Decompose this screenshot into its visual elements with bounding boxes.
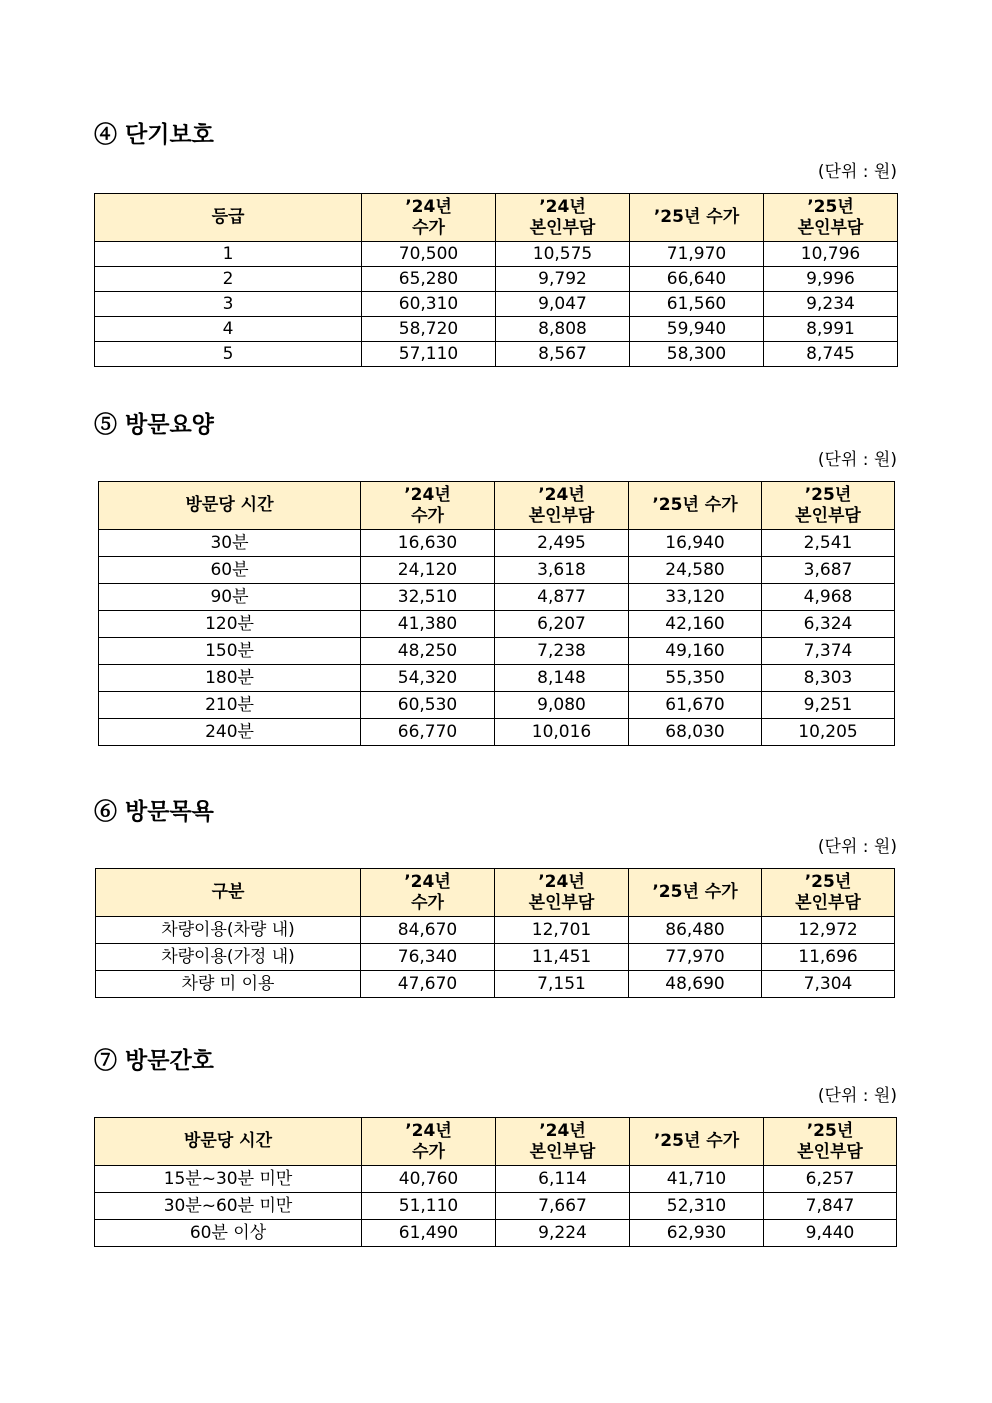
table-row	[99, 638, 895, 665]
copay-2025-cell: 3,687	[762, 557, 895, 584]
row-label-cell: 180분	[99, 665, 361, 692]
row-label-cell: 210분	[99, 692, 361, 719]
copay-2024-cell: 7,238	[495, 638, 629, 665]
row-label-cell: 30분~60분 미만	[95, 1193, 362, 1220]
fee-2024-cell: 57,110	[362, 342, 496, 367]
row-label-cell: 차량이용(차량 내)	[96, 917, 361, 944]
fee-2024-cell: 48,250	[361, 638, 495, 665]
fee-2025-cell: 49,160	[629, 638, 762, 665]
table-row	[99, 584, 895, 611]
section-title-short-term-care: ④ 단기보호	[94, 121, 214, 148]
row-label-cell: 1	[95, 242, 362, 267]
fee-2024-cell: 51,110	[362, 1193, 496, 1220]
row-label-cell: 4	[95, 317, 362, 342]
header-24-copay: ’24년 본인부담	[496, 1118, 630, 1166]
copay-2024-cell: 6,114	[496, 1166, 630, 1193]
table-row	[96, 917, 895, 944]
fee-2025-cell: 61,670	[629, 692, 762, 719]
fee-2025-cell: 55,350	[629, 665, 762, 692]
fee-2025-cell: 77,970	[629, 944, 762, 971]
fee-2024-cell: 54,320	[361, 665, 495, 692]
fee-2025-cell: 62,930	[630, 1220, 764, 1247]
copay-2024-cell: 9,792	[496, 267, 630, 292]
fee-table-home-bathing	[95, 868, 895, 998]
header-25-fee: ’25년 수가	[629, 482, 762, 530]
fee-2024-cell: 60,310	[362, 292, 496, 317]
copay-2024-cell: 12,701	[495, 917, 629, 944]
table-header-row	[96, 869, 895, 917]
fee-table-short-term-care	[94, 193, 898, 367]
table-row	[95, 342, 898, 367]
row-label-cell: 5	[95, 342, 362, 367]
copay-2024-cell: 9,224	[496, 1220, 630, 1247]
table-row	[95, 242, 898, 267]
copay-2025-cell: 2,541	[762, 530, 895, 557]
table-row	[99, 557, 895, 584]
fee-2024-cell: 60,530	[361, 692, 495, 719]
table-row	[95, 1166, 897, 1193]
row-label-cell: 2	[95, 267, 362, 292]
header-24-copay: ’24년 본인부담	[495, 869, 629, 917]
section-title-home-nursing: ⑦ 방문간호	[94, 1047, 214, 1074]
copay-2024-cell: 11,451	[495, 944, 629, 971]
fee-2024-cell: 70,500	[362, 242, 496, 267]
fee-2024-cell: 41,380	[361, 611, 495, 638]
fee-2024-cell: 40,760	[362, 1166, 496, 1193]
fee-2024-cell: 32,510	[361, 584, 495, 611]
copay-2024-cell: 9,047	[496, 292, 630, 317]
copay-2025-cell: 9,234	[764, 292, 898, 317]
fee-2025-cell: 59,940	[630, 317, 764, 342]
header-25-fee: ’25년 수가	[630, 194, 764, 242]
header-25-copay: ’25년 본인부담	[764, 1118, 897, 1166]
fee-table-home-visit-care	[98, 481, 895, 746]
copay-2024-cell: 6,207	[495, 611, 629, 638]
header-25-copay: ’25년 본인부담	[762, 869, 895, 917]
row-label-cell: 120분	[99, 611, 361, 638]
table-header-row	[99, 482, 895, 530]
fee-2025-cell: 33,120	[629, 584, 762, 611]
header-25-copay: ’25년 본인부담	[762, 482, 895, 530]
fee-2024-cell: 65,280	[362, 267, 496, 292]
header-24-fee: ’24년 수가	[362, 194, 496, 242]
copay-2025-cell: 11,696	[762, 944, 895, 971]
table-row	[95, 1220, 897, 1247]
copay-2025-cell: 6,324	[762, 611, 895, 638]
table-row	[96, 971, 895, 998]
header-category: 구분	[96, 869, 361, 917]
fee-2025-cell: 61,560	[630, 292, 764, 317]
copay-2025-cell: 8,303	[762, 665, 895, 692]
unit-label: (단위 : 원)	[817, 1086, 897, 1106]
copay-2025-cell: 12,972	[762, 917, 895, 944]
copay-2025-cell: 9,251	[762, 692, 895, 719]
copay-2025-cell: 7,847	[764, 1193, 897, 1220]
copay-2024-cell: 8,808	[496, 317, 630, 342]
table-body	[96, 917, 895, 998]
table-header-row	[95, 194, 898, 242]
row-label-cell: 30분	[99, 530, 361, 557]
row-label-cell: 차량 미 이용	[96, 971, 361, 998]
fee-2025-cell: 58,300	[630, 342, 764, 367]
header-25-fee: ’25년 수가	[629, 869, 762, 917]
row-label-cell: 240분	[99, 719, 361, 746]
header-24-copay: ’24년 본인부담	[495, 482, 629, 530]
copay-2024-cell: 8,567	[496, 342, 630, 367]
fee-table-home-nursing	[94, 1117, 897, 1247]
fee-2024-cell: 76,340	[361, 944, 495, 971]
table-row	[99, 530, 895, 557]
row-label-cell: 15분~30분 미만	[95, 1166, 362, 1193]
table-row	[99, 665, 895, 692]
copay-2024-cell: 4,877	[495, 584, 629, 611]
fee-2025-cell: 16,940	[629, 530, 762, 557]
fee-2024-cell: 47,670	[361, 971, 495, 998]
table-row	[95, 317, 898, 342]
fee-2025-cell: 68,030	[629, 719, 762, 746]
copay-2025-cell: 7,374	[762, 638, 895, 665]
table-body	[99, 530, 895, 746]
section-title-home-bathing: ⑥ 방문목욕	[94, 798, 214, 825]
header-25-fee: ’25년 수가	[630, 1118, 764, 1166]
header-24-fee: ’24년 수가	[361, 869, 495, 917]
copay-2025-cell: 10,796	[764, 242, 898, 267]
fee-2024-cell: 58,720	[362, 317, 496, 342]
fee-2024-cell: 61,490	[362, 1220, 496, 1247]
fee-2025-cell: 48,690	[629, 971, 762, 998]
table-header-row	[95, 1118, 897, 1166]
table-row	[95, 292, 898, 317]
unit-label: (단위 : 원)	[817, 450, 897, 470]
unit-label: (단위 : 원)	[817, 837, 897, 857]
table-row	[96, 944, 895, 971]
copay-2025-cell: 10,205	[762, 719, 895, 746]
header-visit-time: 방문당 시간	[99, 482, 361, 530]
copay-2025-cell: 4,968	[762, 584, 895, 611]
copay-2025-cell: 9,996	[764, 267, 898, 292]
fee-2024-cell: 24,120	[361, 557, 495, 584]
fee-2024-cell: 16,630	[361, 530, 495, 557]
row-label-cell: 150분	[99, 638, 361, 665]
fee-2024-cell: 84,670	[361, 917, 495, 944]
copay-2024-cell: 9,080	[495, 692, 629, 719]
table-row	[99, 719, 895, 746]
header-24-fee: ’24년 수가	[362, 1118, 496, 1166]
header-24-fee: ’24년 수가	[361, 482, 495, 530]
unit-label: (단위 : 원)	[817, 162, 897, 182]
copay-2024-cell: 3,618	[495, 557, 629, 584]
header-visit-time: 방문당 시간	[95, 1118, 362, 1166]
row-label-cell: 90분	[99, 584, 361, 611]
copay-2025-cell: 8,991	[764, 317, 898, 342]
header-25-copay: ’25년 본인부담	[764, 194, 898, 242]
fee-2024-cell: 66,770	[361, 719, 495, 746]
fee-2025-cell: 42,160	[629, 611, 762, 638]
fee-2025-cell: 24,580	[629, 557, 762, 584]
copay-2025-cell: 7,304	[762, 971, 895, 998]
copay-2024-cell: 10,575	[496, 242, 630, 267]
fee-2025-cell: 52,310	[630, 1193, 764, 1220]
row-label-cell: 60분 이상	[95, 1220, 362, 1247]
copay-2024-cell: 8,148	[495, 665, 629, 692]
copay-2025-cell: 8,745	[764, 342, 898, 367]
row-label-cell: 차량이용(가정 내)	[96, 944, 361, 971]
table-row	[99, 611, 895, 638]
copay-2024-cell: 7,667	[496, 1193, 630, 1220]
fee-2025-cell: 86,480	[629, 917, 762, 944]
section-title-home-visit-care: ⑤ 방문요양	[94, 411, 214, 438]
table-row	[99, 692, 895, 719]
fee-2025-cell: 71,970	[630, 242, 764, 267]
table-body	[95, 1166, 897, 1247]
copay-2025-cell: 9,440	[764, 1220, 897, 1247]
header-grade: 등급	[95, 194, 362, 242]
fee-2025-cell: 41,710	[630, 1166, 764, 1193]
row-label-cell: 3	[95, 292, 362, 317]
fee-2025-cell: 66,640	[630, 267, 764, 292]
copay-2024-cell: 2,495	[495, 530, 629, 557]
row-label-cell: 60분	[99, 557, 361, 584]
copay-2024-cell: 7,151	[495, 971, 629, 998]
header-24-copay: ’24년 본인부담	[496, 194, 630, 242]
table-row	[95, 267, 898, 292]
copay-2025-cell: 6,257	[764, 1166, 897, 1193]
table-row	[95, 1193, 897, 1220]
table-body	[95, 242, 898, 367]
copay-2024-cell: 10,016	[495, 719, 629, 746]
